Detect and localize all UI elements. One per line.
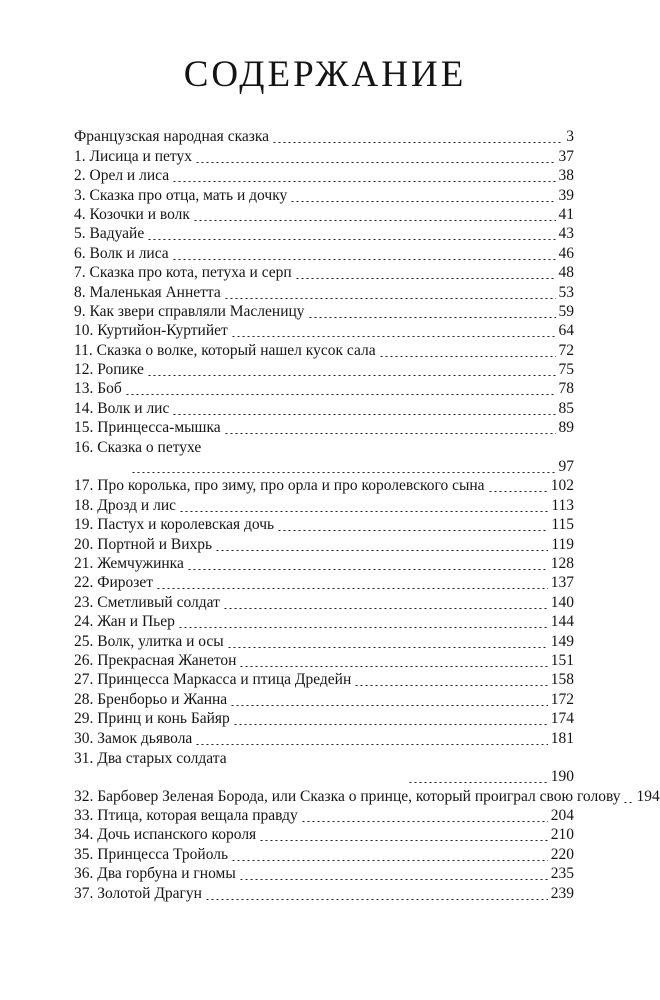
toc-entry-title: 35. Принцесса Тройоль [74, 845, 229, 863]
toc-entry-page-number: 137 [550, 574, 574, 592]
toc-entry-page-number: 53 [558, 283, 574, 301]
toc-entry-page-number: 239 [550, 884, 574, 902]
toc-entry-page-number: 72 [558, 341, 574, 359]
toc-entry-page-number: 41 [558, 205, 574, 223]
dot-leader [231, 336, 556, 337]
toc-entry-page-number: 85 [558, 399, 574, 417]
toc-entry [74, 574, 574, 593]
toc-entry-title: 18. Дрозд и лис [74, 496, 177, 514]
toc-entry-title: 8. Маленькая Аннетта [74, 283, 221, 301]
toc-entry [74, 787, 660, 806]
dot-leader [156, 588, 548, 589]
toc-entry-title: 7. Сказка про кота, петуха и серп [74, 264, 292, 282]
toc-entry [74, 438, 574, 477]
toc-entry-title: Французская народная сказка [74, 128, 270, 146]
toc-entry-page-number: 46 [558, 244, 574, 262]
toc-entry [74, 884, 574, 903]
toc-entry [74, 147, 574, 166]
toc-entry [74, 845, 574, 864]
toc-entry-title: 22. Фирозет [74, 574, 154, 592]
toc-entry-title: 21. Жемчужинка [74, 555, 184, 572]
dot-leader [179, 511, 548, 512]
toc-entry-title: 2. Орел и лиса [74, 167, 170, 185]
toc-entry-title: 13. Боб [74, 380, 122, 398]
dot-leader [488, 491, 548, 492]
toc-entry-title: 10. Куртийон-Куртийет [74, 322, 228, 340]
toc-entry [74, 807, 574, 826]
toc-entry [74, 167, 574, 186]
dot-leader [131, 472, 556, 473]
toc-entry-title: 5. Вадуайе [74, 225, 145, 243]
dot-leader [290, 201, 555, 202]
toc-entry [74, 729, 574, 748]
toc-entry-title: 36. Два горбуна и гномы [74, 865, 236, 883]
toc-entry-title: 12. Ропике [74, 361, 144, 379]
toc-entry-title: 30. Замок дьявола [74, 729, 193, 747]
dot-leader [187, 569, 548, 570]
dot-leader [223, 608, 548, 609]
toc-entry [74, 206, 574, 225]
dot-leader [272, 142, 563, 143]
toc-entry [74, 749, 574, 788]
toc-entry [74, 710, 574, 729]
toc-entry-title: 28. Бренборьо и Жанна [74, 690, 228, 708]
toc-entry-title: 1. Лисица и петух [74, 147, 192, 165]
dot-leader [308, 317, 556, 318]
toc-entry [74, 380, 574, 399]
toc-entry-title: 33. Птица, которая вещала правду [74, 807, 298, 825]
toc-entry [74, 535, 574, 554]
toc-entry [74, 361, 574, 380]
dot-leader [195, 162, 556, 163]
toc-entry-page-number: 181 [550, 729, 574, 747]
dot-leader [233, 724, 548, 725]
toc-entry-page-number: 144 [550, 613, 574, 631]
dot-leader [224, 298, 556, 299]
toc-entry-title: 24. Жан и Пьер [74, 613, 175, 631]
toc-entry [74, 632, 574, 651]
toc-entry-page-number: 37 [558, 147, 574, 165]
toc-entry-page-number: 38 [558, 167, 574, 185]
toc-entry-page-number: 43 [558, 225, 574, 243]
dot-leader [301, 821, 548, 822]
toc-entry-page-number: 113 [551, 496, 574, 514]
toc-entry-page-number: 115 [551, 516, 574, 534]
toc-entry-title: 37. Золотой Драгун [74, 884, 202, 902]
toc-entry-title: 16. Сказка о петухе [74, 439, 202, 457]
toc-entry [74, 496, 574, 515]
toc-entry-page-number: 151 [550, 651, 574, 669]
toc-entry [74, 865, 574, 884]
dot-leader [227, 647, 548, 648]
toc-entry [74, 244, 574, 263]
toc-entry [74, 322, 574, 341]
dot-leader [178, 627, 548, 628]
toc-entry-title: 20. Портной и Вихрь [74, 535, 213, 553]
toc-entry-page-number: 75 [558, 361, 574, 379]
dot-leader [224, 433, 556, 434]
toc-entry [74, 225, 574, 244]
dot-leader [408, 782, 548, 783]
dot-leader [205, 899, 548, 900]
toc-entry [74, 671, 574, 690]
dot-leader [239, 666, 547, 667]
dot-leader [354, 685, 547, 686]
toc-entry-page-number: 140 [550, 593, 574, 611]
toc-entry [74, 477, 574, 496]
toc-entry [74, 303, 574, 322]
toc-entry-title: 23. Сметливый солдат [74, 593, 220, 611]
toc-entry-page-number: 158 [550, 671, 574, 689]
toc-entry-page-number: 128 [550, 555, 574, 572]
toc-entry-page-number: 89 [558, 419, 574, 437]
toc-entry-page-number: 190 [550, 768, 574, 786]
toc-entry-page-number: 102 [550, 477, 574, 495]
dot-leader [125, 394, 556, 395]
toc-entry-page-number: 210 [550, 826, 574, 844]
toc-entry-title: 32. Барбовер Зеленая Борода, или Сказка о принце, который проиграл свою голову [74, 787, 621, 805]
table-of-contents [74, 128, 660, 904]
toc-entry-page-number: 204 [550, 807, 574, 825]
toc-entry-page-number: 174 [550, 710, 574, 728]
toc-entry-page-number: 97 [558, 458, 574, 476]
toc-entry [74, 419, 574, 438]
dot-leader [147, 239, 555, 240]
toc-entry-page-number: 220 [550, 845, 574, 863]
toc-entry-page-number: 78 [558, 380, 574, 398]
toc-entry [74, 399, 574, 418]
toc-entry [74, 826, 574, 845]
toc-entry-title: 29. Принц и конь Байяр [74, 710, 230, 728]
toc-entry-title: 6. Волк и лиса [74, 244, 169, 262]
dot-leader [230, 705, 548, 706]
dot-leader [172, 259, 556, 260]
dot-leader [277, 530, 548, 531]
dot-leader [623, 802, 633, 803]
toc-entry [74, 516, 574, 535]
toc-entry [74, 341, 574, 360]
toc-entry-page-number: 172 [550, 690, 574, 708]
toc-entry-page-number: 64 [558, 322, 574, 340]
toc-entry [74, 128, 574, 147]
toc-entry-title: 9. Как звери справляли Масленицу [74, 302, 305, 320]
toc-entry [74, 264, 574, 283]
dot-leader [259, 840, 548, 841]
toc-entry-page-number: 48 [558, 264, 574, 282]
toc-entry-title: 31. Два старых солдата [74, 749, 227, 767]
toc-entry-page-number: 39 [558, 186, 574, 204]
dot-leader [215, 550, 548, 551]
dot-leader [195, 744, 547, 745]
toc-entry-page-number: 119 [551, 535, 574, 553]
toc-entry [74, 186, 574, 205]
toc-entry-title: 27. Принцесса Маркасса и птица Дредейн [74, 671, 352, 689]
toc-entry-page-number: 149 [550, 632, 574, 650]
toc-entry-title: 25. Волк, улитка и осы [74, 632, 224, 650]
toc-entry [74, 593, 574, 612]
dot-leader [239, 879, 548, 880]
toc-entry-title: 11. Сказка о волке, который нашел кусок сала [74, 341, 376, 359]
toc-entry-title: 3. Сказка про отца, мать и дочку [74, 186, 288, 204]
toc-entry-page-number: 3 [566, 128, 574, 146]
dot-leader [172, 181, 555, 182]
dot-leader [193, 220, 556, 221]
dot-leader [147, 375, 556, 376]
toc-entry-title: 26. Прекрасная Жанетон [74, 651, 237, 669]
toc-entry-page-number: 235 [550, 865, 574, 883]
toc-entry-page-number: 194 [636, 787, 660, 805]
toc-entry-title: 15. Принцесса-мышка [74, 419, 221, 437]
toc-entry [74, 283, 574, 302]
toc-entry-title: 4. Козочки и волк [74, 205, 190, 223]
dot-leader [231, 860, 548, 861]
page-title: СОДЕРЖАНИЕ [183, 54, 467, 95]
toc-entry-page-number: 59 [558, 302, 574, 320]
toc-entry [74, 613, 574, 632]
toc-entry-title: 19. Пастух и королевская дочь [74, 516, 275, 534]
toc-entry [74, 555, 574, 574]
dot-leader [172, 414, 555, 415]
toc-entry-title: 14. Волк и лис [74, 399, 170, 417]
toc-entry-title: 34. Дочь испанского короля [74, 826, 257, 844]
dot-leader [379, 356, 556, 357]
dot-leader [295, 278, 556, 279]
toc-entry [74, 690, 574, 709]
toc-entry-title: 17. Про королька, про зиму, про орла и про королевского сына [74, 477, 485, 495]
toc-entry [74, 652, 574, 671]
